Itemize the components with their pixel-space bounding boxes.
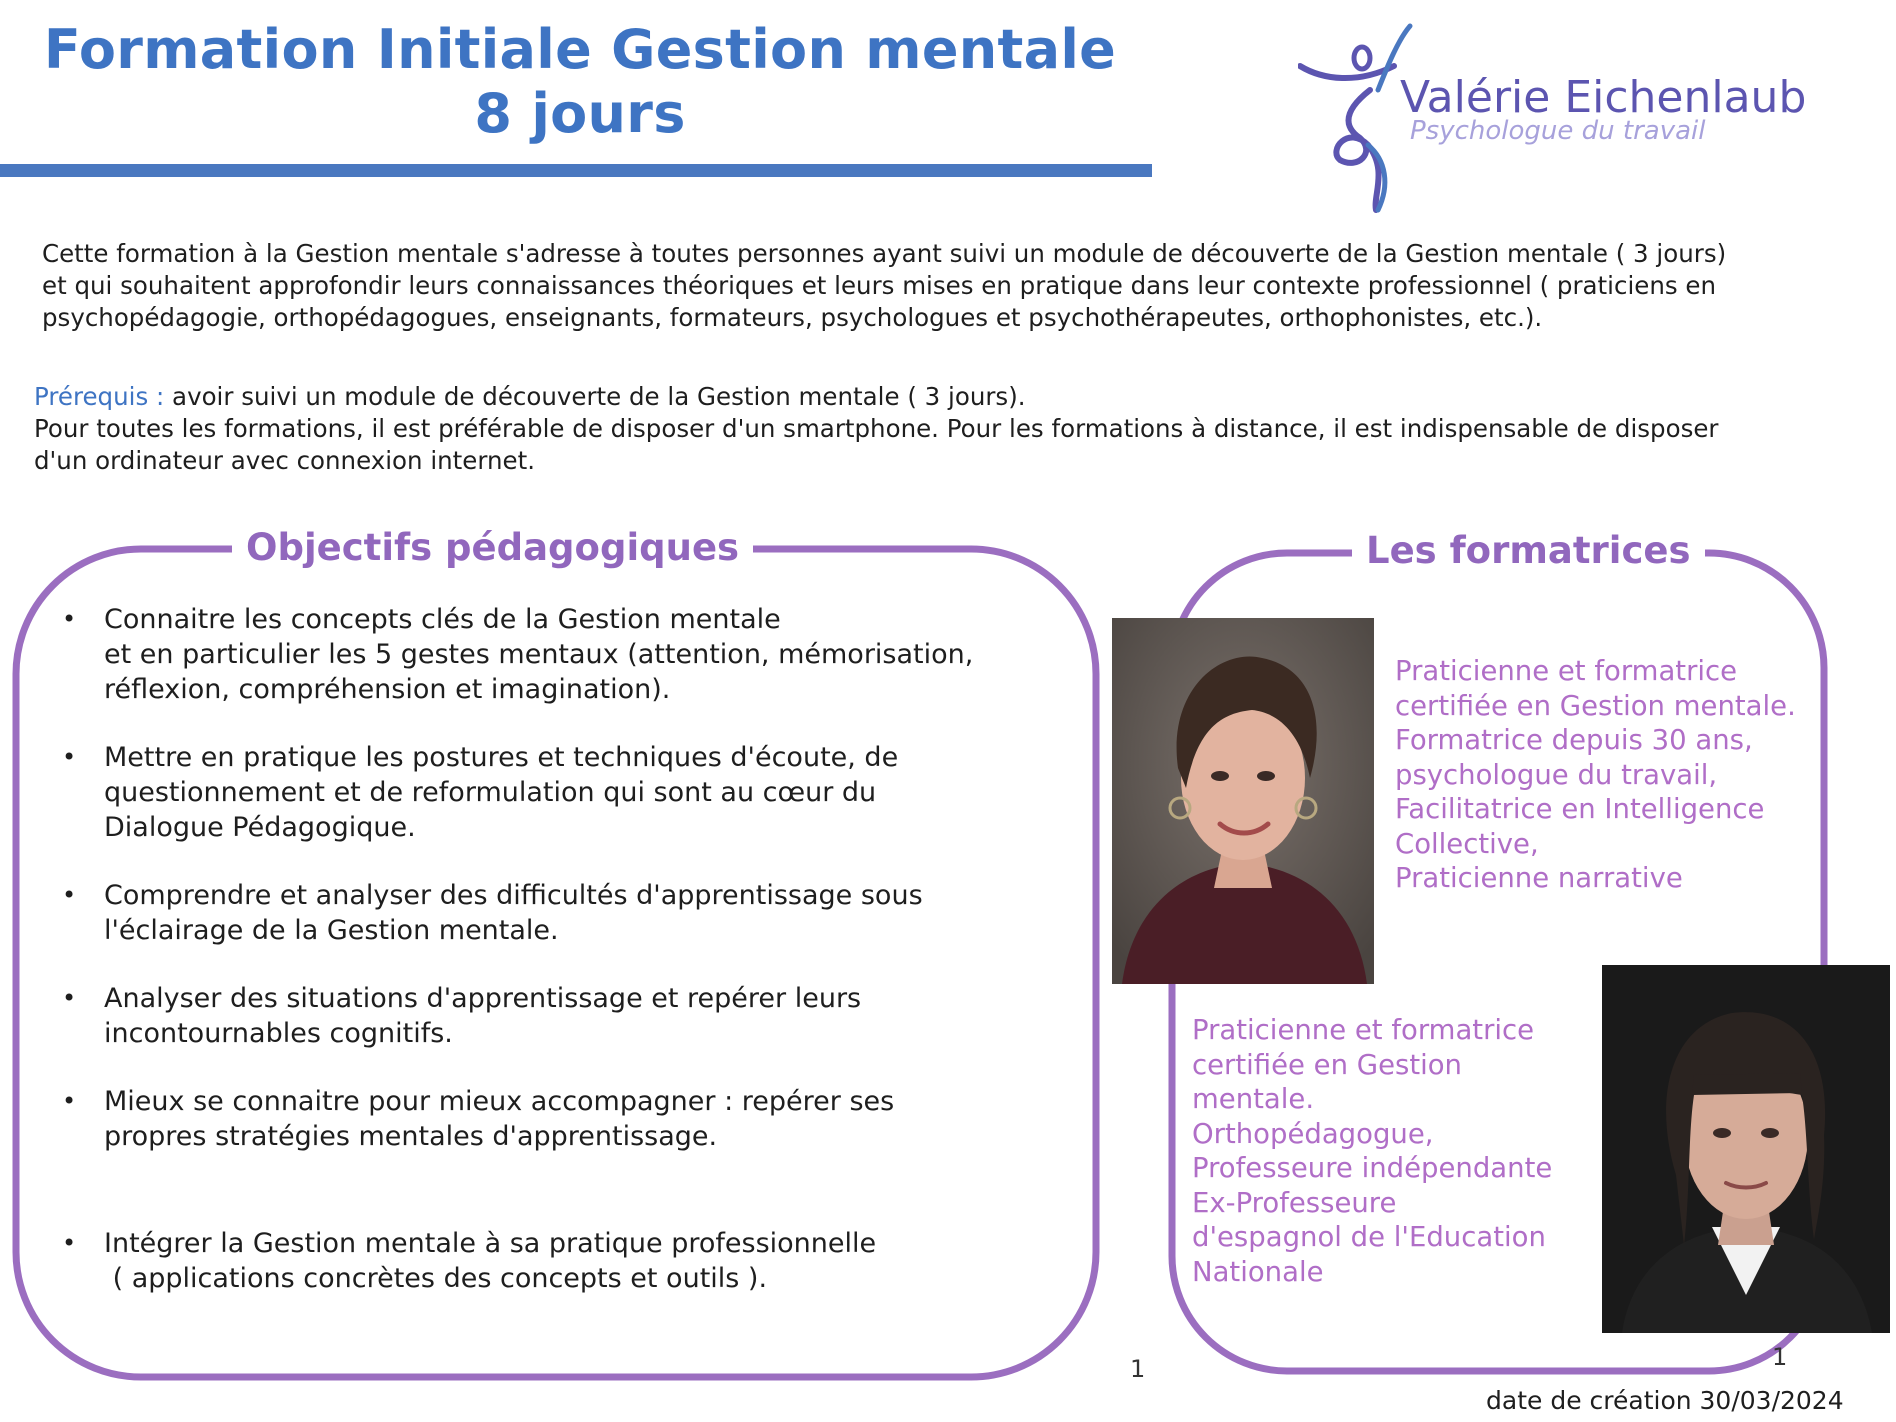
title-line-2: 8 jours: [474, 82, 686, 145]
bullet-icon: •: [62, 743, 77, 771]
intro-line-1: Cette formation à la Gestion mentale s'adresse à toutes personnes ayant suivi un module de découverte de la Gestion mentale ( 3 jours): [42, 239, 1727, 268]
objective-1-line-1: Connaitre les concepts clés de la Gestion mentale: [104, 604, 781, 635]
objectives-title: Objectifs pédagogiques: [232, 526, 753, 570]
intro-line-2: et qui souhaitent approfondir leurs connaissances théoriques et leurs mises en pratique dans leur contexte professionnel ( praticiens en: [42, 271, 1717, 300]
trainer-1-line: Facilitatrice en Intelligence: [1395, 793, 1765, 825]
objective-2-line-1: Mettre en pratique les postures et techniques d'écoute, de: [104, 742, 899, 773]
logo-subtitle: Psychologue du travail: [1410, 116, 1706, 146]
trainer-1-line: certifiée en Gestion mentale.: [1395, 689, 1796, 722]
page-number: 1: [1772, 1343, 1788, 1371]
objectives-list: [62, 602, 1072, 1296]
intro-paragraph: [42, 238, 1872, 334]
objective-4-line-2: incontournables cognitifs.: [104, 1018, 453, 1049]
bullet-icon: •: [62, 605, 77, 633]
page-number: 1: [1130, 1355, 1146, 1383]
objective-3-line-1: Comprendre et analyser des difficultés d'apprentissage sous: [104, 880, 923, 911]
trainer-2-line: certifiée en Gestion: [1192, 1048, 1462, 1081]
trainer-1-photo: [1112, 618, 1374, 984]
bullet-icon: •: [62, 1087, 77, 1115]
trainer-1-line: Formatrice depuis 30 ans,: [1395, 724, 1753, 756]
trainer-2-line: mentale.: [1192, 1083, 1315, 1115]
objective-4-line-1: Analyser des situations d'apprentissage et repérer leurs: [104, 983, 862, 1014]
title-divider: [0, 164, 1152, 177]
prereq-text: avoir suivi un module de découverte de la Gestion mentale ( 3 jours).: [164, 382, 1026, 411]
prereq-line-3: d'un ordinateur avec connexion internet.: [34, 446, 535, 475]
bullet-icon: •: [62, 881, 77, 909]
trainer-2-line: Professeure indépendante: [1192, 1152, 1553, 1184]
list-item: [62, 878, 1072, 948]
prereq-line-2: Pour toutes les formations, il est préférable de disposer d'un smartphone. Pour les formations à distance, il est indispensable de disposer: [34, 414, 1719, 443]
list-item: [62, 740, 1072, 845]
intro-line-3: psychopédagogie, orthopédagogues, enseignants, formateurs, psychologues et psychothérapeutes, orthophonistes, etc.).: [42, 303, 1543, 332]
trainer-1-line: Praticienne et formatrice: [1395, 655, 1738, 687]
logo-name: Valérie Eichenlaub: [1400, 72, 1807, 123]
trainer-1-line: Collective,: [1395, 827, 1539, 860]
creation-date: date de création 30/03/2024: [1486, 1386, 1844, 1415]
trainer-1-line: Praticienne narrative: [1395, 862, 1683, 894]
objective-6-line-1: Intégrer la Gestion mentale à sa pratique professionnelle: [104, 1228, 877, 1259]
title-line-1: Formation Initiale Gestion mentale: [43, 18, 1117, 81]
list-item: [62, 602, 1072, 707]
list-item: [62, 1084, 1072, 1154]
objective-3-line-2: l'éclairage de la Gestion mentale.: [104, 915, 559, 946]
bullet-icon: •: [62, 1229, 77, 1257]
list-item: [62, 1226, 1072, 1296]
trainer-1-line: psychologue du travail,: [1395, 758, 1718, 791]
objective-2-line-2: questionnement et de reformulation qui sont au cœur du: [104, 777, 877, 808]
trainer-2-photo: [1602, 965, 1890, 1333]
prereq-line-1: [34, 381, 1874, 413]
trainer-1-description: [1395, 654, 1895, 896]
objective-1-line-3: réflexion, compréhension et imagination).: [104, 674, 671, 705]
list-item: [62, 981, 1072, 1051]
trainer-2-line: Praticienne et formatrice: [1192, 1014, 1535, 1046]
objective-1-line-2: et en particulier les 5 gestes mentaux (attention, mémorisation,: [104, 639, 974, 670]
prereq-label: Prérequis :: [34, 382, 165, 411]
objective-5-line-1: Mieux se connaitre pour mieux accompagner : repérer ses: [104, 1086, 895, 1117]
page-title: [40, 18, 1120, 146]
objective-2-line-3: Dialogue Pédagogique.: [104, 812, 416, 843]
trainer-2-line: Orthopédagogue,: [1192, 1117, 1434, 1150]
objective-6-line-2: ( applications concrètes des concepts et outils ).: [104, 1263, 768, 1294]
bullet-icon: •: [62, 984, 77, 1012]
trainer-2-line: d'espagnol de l'Education: [1192, 1221, 1546, 1253]
prerequisites: [34, 381, 1874, 477]
trainers-title: Les formatrices: [1352, 529, 1705, 573]
objective-5-line-2: propres stratégies mentales d'apprentissage.: [104, 1121, 718, 1152]
trainer-2-line: Ex-Professeure: [1192, 1186, 1397, 1219]
trainer-2-line: Nationale: [1192, 1255, 1324, 1288]
trainer-2-description: [1192, 1013, 1602, 1289]
